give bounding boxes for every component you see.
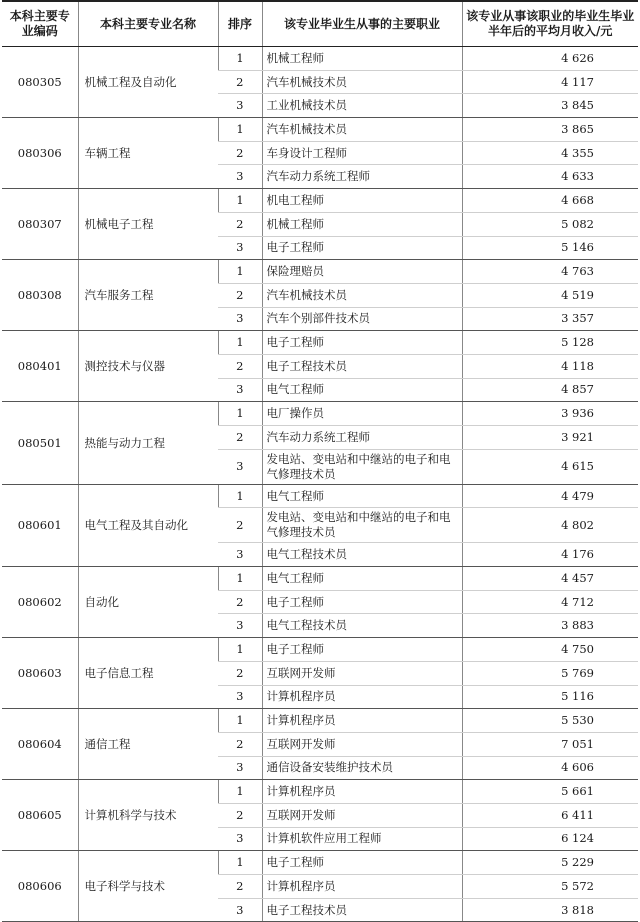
rank-cell: 2 [218,803,262,827]
rank-cell: 3 [218,685,262,709]
salary-cell: 5 082 [462,212,638,236]
salary-cell: 4 626 [462,47,638,71]
rank-cell: 1 [218,567,262,591]
occupation-cell: 机械工程师 [262,47,462,71]
occupation-cell: 电子工程师 [262,331,462,355]
table-body [2,47,638,922]
rank-cell: 3 [218,827,262,851]
occupation-cell: 计算机软件应用工程师 [262,827,462,851]
salary-cell: 4 668 [462,189,638,213]
rank-cell: 2 [218,212,262,236]
major-name-cell: 电子科学与技术 [78,851,218,922]
salary-cell: 3 357 [462,307,638,331]
major-code-cell: 080401 [2,331,78,402]
salary-cell: 3 845 [462,94,638,118]
rank-cell: 1 [218,331,262,355]
rank-cell: 2 [218,732,262,756]
rank-cell: 1 [218,260,262,284]
occupation-cell: 计算机程序员 [262,875,462,899]
salary-cell: 3 865 [462,118,638,142]
occupation-cell: 电子工程师 [262,236,462,260]
rank-cell: 3 [218,307,262,331]
rank-cell: 3 [218,756,262,780]
salary-cell: 4 519 [462,283,638,307]
rank-cell: 3 [218,236,262,260]
occupation-cell: 电厂操作员 [262,402,462,426]
major-name-cell: 电气工程及其自动化 [78,484,218,566]
salary-cell: 5 769 [462,661,638,685]
occupation-cell: 发电站、变电站和中继站的电子和电气修理技术员 [262,449,462,484]
salary-cell: 3 883 [462,614,638,638]
table-row [2,638,638,662]
table-row [2,709,638,733]
rank-cell: 2 [218,426,262,450]
major-occupation-salary-table [2,0,638,922]
salary-cell: 4 117 [462,70,638,94]
occupation-cell: 电子工程技术员 [262,354,462,378]
rank-cell: 3 [218,543,262,567]
occupation-cell: 电气工程技术员 [262,543,462,567]
table-row [2,189,638,213]
rank-cell: 3 [218,94,262,118]
table-row [2,402,638,426]
header-rank: 排序 [218,1,262,47]
salary-cell: 4 606 [462,756,638,780]
occupation-cell: 汽车机械技术员 [262,118,462,142]
table-row [2,567,638,591]
table-row [2,47,638,71]
rank-cell: 2 [218,283,262,307]
major-name-cell: 测控技术与仪器 [78,331,218,402]
occupation-cell: 电子工程技术员 [262,898,462,922]
rank-cell: 3 [218,898,262,922]
major-code-cell: 080605 [2,780,78,851]
header-occupation: 该专业毕业生从事的主要职业 [262,1,462,47]
salary-cell: 4 857 [462,378,638,402]
occupation-cell: 互联网开发师 [262,732,462,756]
major-name-cell: 电子信息工程 [78,638,218,709]
occupation-cell: 互联网开发师 [262,803,462,827]
salary-cell: 4 712 [462,590,638,614]
major-code-cell: 080602 [2,567,78,638]
major-code-cell: 080308 [2,260,78,331]
rank-cell: 1 [218,780,262,804]
rank-cell: 1 [218,638,262,662]
rank-cell: 1 [218,189,262,213]
major-name-cell: 机械工程及自动化 [78,47,218,118]
major-name-cell: 车辆工程 [78,118,218,189]
major-name-cell: 通信工程 [78,709,218,780]
header-row [2,1,638,47]
salary-cell: 5 661 [462,780,638,804]
occupation-cell: 发电站、变电站和中继站的电子和电气修理技术员 [262,508,462,543]
occupation-cell: 电气工程师 [262,378,462,402]
rank-cell: 2 [218,70,262,94]
rank-cell: 2 [218,508,262,543]
occupation-cell: 电子工程师 [262,638,462,662]
major-code-cell: 080307 [2,189,78,260]
major-name-cell: 自动化 [78,567,218,638]
rank-cell: 2 [218,875,262,899]
major-code-cell: 080606 [2,851,78,922]
rank-cell: 1 [218,118,262,142]
major-code-cell: 080604 [2,709,78,780]
salary-cell: 4 750 [462,638,638,662]
salary-cell: 4 457 [462,567,638,591]
major-code-cell: 080306 [2,118,78,189]
salary-cell: 4 615 [462,449,638,484]
salary-cell: 4 118 [462,354,638,378]
salary-cell: 5 572 [462,875,638,899]
salary-cell: 7 051 [462,732,638,756]
major-name-cell: 汽车服务工程 [78,260,218,331]
occupation-cell: 汽车个别部件技术员 [262,307,462,331]
occupation-cell: 汽车机械技术员 [262,283,462,307]
rank-cell: 1 [218,47,262,71]
occupation-cell: 工业机械技术员 [262,94,462,118]
header-average-salary: 该专业从事该职业的毕业生毕业半年后的平均月收入/元 [462,1,638,47]
occupation-cell: 电子工程师 [262,590,462,614]
salary-cell: 4 479 [462,484,638,508]
salary-cell: 3 818 [462,898,638,922]
salary-cell: 4 802 [462,508,638,543]
occupation-cell: 电气工程师 [262,567,462,591]
occupation-cell: 汽车机械技术员 [262,70,462,94]
salary-cell: 4 763 [462,260,638,284]
occupation-cell: 车身设计工程师 [262,141,462,165]
major-code-cell: 080603 [2,638,78,709]
salary-cell: 5 146 [462,236,638,260]
occupation-cell: 汽车动力系统工程师 [262,165,462,189]
header-major-name: 本科主要专业名称 [78,1,218,47]
occupation-cell: 互联网开发师 [262,661,462,685]
table-row [2,118,638,142]
rank-cell: 2 [218,590,262,614]
major-name-cell: 计算机科学与技术 [78,780,218,851]
major-code-cell: 080305 [2,47,78,118]
rank-cell: 3 [218,614,262,638]
salary-cell: 4 633 [462,165,638,189]
salary-cell: 5 530 [462,709,638,733]
salary-cell: 6 411 [462,803,638,827]
rank-cell: 1 [218,484,262,508]
table-row [2,851,638,875]
table-row [2,331,638,355]
table-row [2,780,638,804]
occupation-cell: 计算机程序员 [262,685,462,709]
header-major-code: 本科主要专业编码 [2,1,78,47]
rank-cell: 1 [218,402,262,426]
major-name-cell: 热能与动力工程 [78,402,218,484]
rank-cell: 3 [218,378,262,402]
occupation-cell: 机电工程师 [262,189,462,213]
salary-cell: 5 116 [462,685,638,709]
major-code-cell: 080501 [2,402,78,484]
table-row [2,260,638,284]
occupation-cell: 机械工程师 [262,212,462,236]
occupation-cell: 电气工程师 [262,484,462,508]
rank-cell: 3 [218,449,262,484]
rank-cell: 1 [218,709,262,733]
occupation-cell: 计算机程序员 [262,780,462,804]
occupation-cell: 电子工程师 [262,851,462,875]
occupation-cell: 通信设备安装维护技术员 [262,756,462,780]
salary-cell: 4 176 [462,543,638,567]
salary-cell: 5 229 [462,851,638,875]
salary-cell: 5 128 [462,331,638,355]
salary-cell: 3 936 [462,402,638,426]
table-row [2,484,638,508]
major-code-cell: 080601 [2,484,78,566]
salary-cell: 3 921 [462,426,638,450]
rank-cell: 2 [218,661,262,685]
salary-cell: 4 355 [462,141,638,165]
occupation-cell: 汽车动力系统工程师 [262,426,462,450]
rank-cell: 2 [218,141,262,165]
rank-cell: 2 [218,354,262,378]
table-header [2,1,638,47]
rank-cell: 1 [218,851,262,875]
major-name-cell: 机械电子工程 [78,189,218,260]
occupation-cell: 计算机程序员 [262,709,462,733]
rank-cell: 3 [218,165,262,189]
occupation-cell: 电气工程技术员 [262,614,462,638]
occupation-cell: 保险理赔员 [262,260,462,284]
salary-cell: 6 124 [462,827,638,851]
